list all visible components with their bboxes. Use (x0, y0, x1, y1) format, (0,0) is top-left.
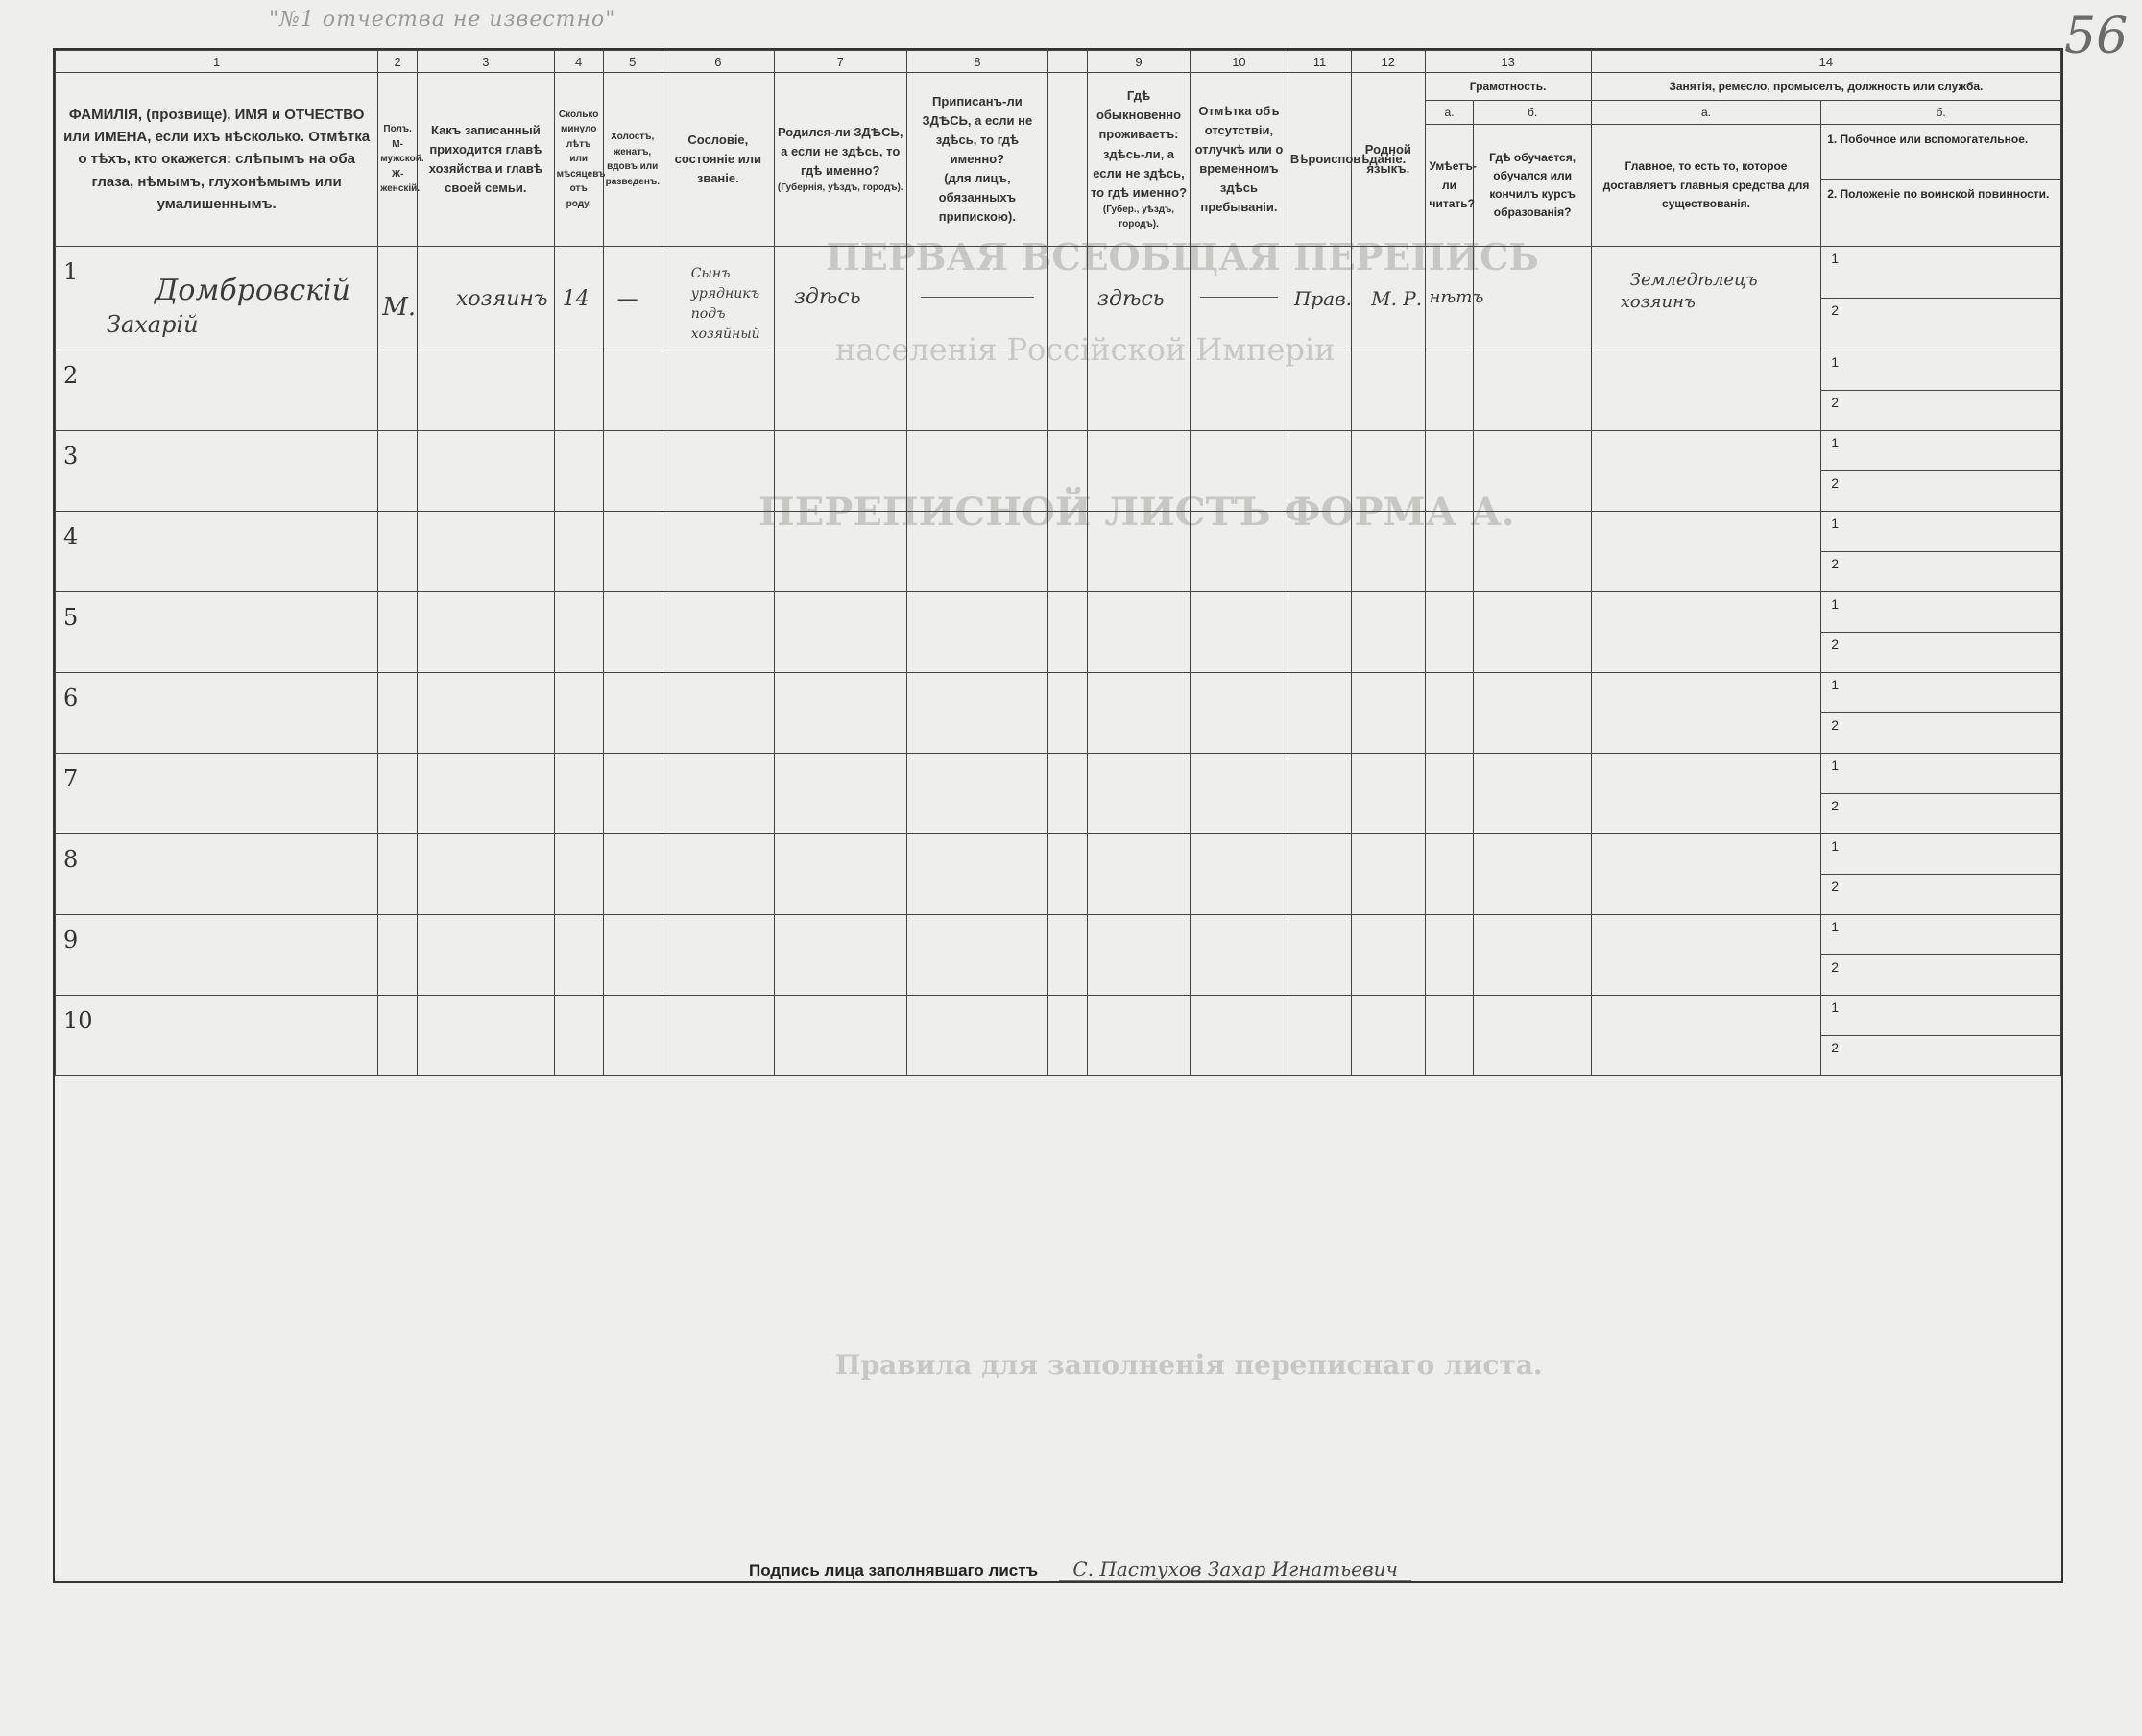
table-row (56, 512, 2061, 552)
handwritten-residence: здѣсь (1097, 287, 1165, 311)
secondary-occupation-cell[interactable]: 1 (1821, 512, 2061, 552)
entry-cell[interactable] (554, 996, 603, 1076)
header-literacy: Грамотность. (1425, 73, 1591, 101)
entry-cell-name[interactable] (56, 247, 378, 350)
handwritten-language: М. Р. (1371, 287, 1423, 310)
header-relation: Какъ записанный приходится главѣ хозяйства и главѣ своей семьи. (418, 73, 555, 247)
col-num-9: 9 (1088, 51, 1191, 73)
handwritten-surname: Домбровскій (155, 274, 350, 307)
entry-cell-birthplace[interactable] (774, 247, 906, 350)
header-birthplace-note: (Губернія, уѣздъ, городъ). (777, 182, 903, 194)
secondary-occupation-cell[interactable]: 1 (1821, 834, 2061, 875)
entry-cell[interactable] (1352, 834, 1425, 915)
header-registered (906, 73, 1048, 247)
entry-cell[interactable] (603, 431, 662, 512)
handwritten-sex: М. (382, 293, 417, 322)
entry-cell[interactable] (418, 915, 555, 996)
entry-cell[interactable] (1190, 754, 1288, 834)
table-row (56, 592, 2061, 633)
header-secondary-2: 2. Положеніе по воинской повинности. (1827, 187, 2050, 202)
entry-cell[interactable] (603, 350, 662, 431)
bleed-rules: Правила для заполненія переписнаго листа. (835, 1349, 1543, 1381)
entry-cell[interactable] (774, 834, 906, 915)
military-status-cell[interactable]: 2 (1821, 391, 2061, 431)
entry-cell-marital[interactable] (603, 247, 662, 350)
entry-cell[interactable] (774, 512, 906, 592)
table-row (56, 350, 2061, 391)
entry-cell[interactable] (1352, 350, 1425, 431)
row-number[interactable]: 9 (56, 915, 378, 996)
entry-cell[interactable] (774, 350, 906, 431)
entry-cell[interactable] (1088, 431, 1191, 512)
military-status-cell[interactable]: 2 (1821, 875, 2061, 915)
entry-cell[interactable] (418, 754, 555, 834)
col-num-10: 10 (1190, 51, 1288, 73)
entry-cell[interactable] (1190, 431, 1288, 512)
col-num-14: 14 (1591, 51, 2060, 73)
entry-cell[interactable] (1474, 431, 1591, 512)
entry-cell[interactable] (1190, 512, 1288, 592)
entry-cell[interactable] (662, 834, 774, 915)
census-sheet (53, 48, 2063, 1583)
table-row (56, 431, 2061, 471)
col-num-2: 2 (378, 51, 418, 73)
entry-cell[interactable] (1288, 915, 1351, 996)
entry-cell[interactable] (906, 673, 1048, 754)
entry-cell[interactable] (1352, 915, 1425, 996)
entry-cell[interactable] (906, 915, 1048, 996)
entry-cell[interactable] (774, 915, 906, 996)
entry-cell[interactable] (1474, 673, 1591, 754)
entry-cell[interactable] (1474, 996, 1591, 1076)
col-num-3: 3 (418, 51, 555, 73)
entry-cell[interactable] (1088, 592, 1191, 673)
handwritten-given-name: Захарій (107, 311, 199, 338)
entry-cell[interactable] (603, 673, 662, 754)
header-absence: Отмѣтка объ отсутствіи, отлучкѣ или о временномъ здѣсь пребываніи. (1190, 73, 1288, 247)
entry-cell[interactable] (662, 512, 774, 592)
handwritten-age: 14 (562, 287, 590, 311)
page-number: 56 (2064, 8, 2129, 65)
entry-cell[interactable] (1591, 350, 1820, 431)
entry-cell[interactable] (906, 512, 1048, 592)
column-number-row (56, 51, 2061, 73)
entry-cell[interactable] (906, 754, 1048, 834)
entry-cell[interactable] (662, 915, 774, 996)
entry-cell (1048, 834, 1088, 915)
entry-cell[interactable] (1190, 834, 1288, 915)
entry-cell[interactable] (1088, 996, 1191, 1076)
entry-cell[interactable] (378, 592, 418, 673)
col-num-6: 6 (662, 51, 774, 73)
entry-cell[interactable] (554, 512, 603, 592)
secondary-occupation-cell[interactable]: 1 (1821, 996, 2061, 1036)
entry-cell-blank (1048, 247, 1088, 350)
bleed-form: ПЕРЕПИСНОЙ ЛИСТЪ ФОРМА А. (758, 490, 1515, 535)
entry-cell[interactable] (1474, 915, 1591, 996)
entry-cell[interactable] (554, 673, 603, 754)
entry-cell[interactable] (1088, 512, 1191, 592)
entry-cell[interactable] (774, 996, 906, 1076)
entry-cell[interactable] (378, 512, 418, 592)
header-secondary-1: 1. Побочное или вспомогательное. (1821, 125, 2060, 180)
row-number[interactable]: 8 (56, 834, 378, 915)
military-status-cell[interactable]: 2 (1821, 955, 2061, 996)
entry-cell-literate[interactable] (1425, 247, 1484, 350)
entry-cell[interactable] (378, 996, 418, 1076)
entry-cell[interactable] (554, 915, 603, 996)
entry-cell[interactable] (906, 431, 1048, 512)
handwritten-marital: — (616, 287, 638, 311)
row-number[interactable]: 6 (56, 673, 378, 754)
entry-cell-occupation[interactable] (1591, 247, 1820, 350)
entry-cell[interactable] (1352, 431, 1425, 512)
entry-cell[interactable] (603, 996, 662, 1076)
header-residence (1088, 73, 1191, 247)
row-number[interactable]: 10 (56, 996, 378, 1076)
secondary-occupation-cell[interactable]: 1 (1821, 592, 2061, 633)
header-religion: Вѣроисповѣданіе. (1288, 73, 1351, 247)
entry-cell (1048, 915, 1088, 996)
entry-cell[interactable] (1352, 996, 1425, 1076)
entry-cell[interactable] (603, 512, 662, 592)
entry-cell (1048, 673, 1088, 754)
entry-cell[interactable] (1190, 350, 1288, 431)
entry-cell[interactable] (906, 592, 1048, 673)
table-row (56, 754, 2061, 794)
entry-cell[interactable] (418, 350, 555, 431)
bleed-title: ПЕРВАЯ ВСЕОБЩАЯ ПЕРЕПИСЬ (826, 235, 1539, 278)
top-pencil-note: "№1 отчества не известно" (269, 8, 616, 32)
header-registered-label: Приписанъ-ли ЗДѢСЬ, а если не здѣсь, то гдѣ именно? (922, 93, 1033, 166)
entry-cell[interactable] (1190, 915, 1288, 996)
entry-cell[interactable] (1474, 512, 1591, 592)
entry-cell[interactable] (418, 431, 555, 512)
handwritten-religion: Прав. (1293, 287, 1353, 310)
entry-cell[interactable] (603, 834, 662, 915)
entry-cell[interactable] (1352, 673, 1425, 754)
entry-cell (1048, 431, 1088, 512)
entry-cell[interactable] (1288, 592, 1351, 673)
handwritten-estate: Сынъ урядникъ подъ хозяйный (690, 266, 760, 342)
entry-cell[interactable] (662, 996, 774, 1076)
entry-cell[interactable] (1352, 512, 1425, 592)
entry-cell[interactable] (1288, 350, 1351, 431)
entry-cell[interactable] (1288, 673, 1351, 754)
col-num-blank (1048, 51, 1088, 73)
header-estate: Сословіе, состояніе или званіе. (662, 73, 774, 247)
entry-cell[interactable] (1474, 754, 1591, 834)
entry-cell[interactable] (603, 592, 662, 673)
entry-cell[interactable] (1288, 834, 1351, 915)
entry-cell[interactable] (1591, 754, 1820, 834)
entry-cell[interactable] (662, 673, 774, 754)
entry-cell[interactable] (1474, 350, 1591, 431)
secondary-occupation-cell[interactable]: 1 (1821, 915, 2061, 955)
entry-cell-absence[interactable] (1190, 247, 1288, 350)
absence-dash (1200, 297, 1278, 298)
header-sex: Полъ. М-мужской. Ж-женскій. (378, 73, 418, 247)
header-language: Родной языкъ. (1352, 73, 1425, 247)
entry-cell-residence[interactable] (1088, 247, 1191, 350)
header-age: Сколько минуло лѣтъ или мѣсяцевъ отъ роду. (554, 73, 603, 247)
entry-cell[interactable] (418, 592, 555, 673)
entry-cell[interactable] (603, 915, 662, 996)
row-number[interactable]: 2 (56, 350, 378, 431)
entry-cell[interactable] (1288, 996, 1351, 1076)
col-num-11: 11 (1288, 51, 1351, 73)
entry-cell[interactable] (554, 592, 603, 673)
entry-cell[interactable] (418, 834, 555, 915)
bleed-subtitle: населенія Россійской Имперіи (835, 331, 1336, 368)
table-row (56, 996, 2061, 1036)
entry-cell[interactable] (1288, 754, 1351, 834)
entry-cell[interactable] (418, 673, 555, 754)
entry-cell[interactable] (378, 754, 418, 834)
header-birthplace (774, 73, 906, 247)
entry-cell[interactable] (1352, 754, 1425, 834)
signature-line (749, 1557, 1709, 1596)
table-row (56, 673, 2061, 713)
entry-cell[interactable] (1088, 915, 1191, 996)
header-birthplace-label: Родился-ли ЗДѢСЬ, а если не здѣсь, то гдѣ именно? (777, 125, 903, 179)
entry-cell[interactable] (1591, 431, 1820, 512)
entry-cell-religion[interactable] (1288, 247, 1351, 350)
entry-cell-relation[interactable] (418, 247, 555, 350)
entry-cell-education[interactable] (1474, 247, 1591, 350)
entry-cell[interactable] (1591, 915, 1820, 996)
entry-cell[interactable] (1425, 834, 1474, 915)
entry-cell-estate[interactable] (662, 247, 774, 350)
entry-cell[interactable] (554, 834, 603, 915)
military-status-cell[interactable]: 2 (1821, 471, 2061, 512)
col-num-12: 12 (1352, 51, 1425, 73)
entry-cell[interactable] (554, 350, 603, 431)
secondary-occupation-cell[interactable]: 1 (1821, 350, 2061, 391)
table-row (56, 834, 2061, 875)
entry-cell[interactable] (1425, 996, 1474, 1076)
secondary-occupation-cell[interactable]: 1 (1821, 431, 2061, 471)
entry-cell (1048, 592, 1088, 673)
entry-cell[interactable] (1425, 915, 1474, 996)
entry-cell[interactable] (662, 592, 774, 673)
header-residence-label: Гдѣ обыкновенно проживаетъ: здѣсь-ли, а если не здѣсь, то гдѣ именно? (1090, 88, 1188, 200)
entry-cell[interactable] (774, 431, 906, 512)
header-main-occupation: Главное, то есть то, которое доставляетъ главныя средства для существованія. (1591, 125, 1820, 247)
entry-cell[interactable] (1288, 431, 1351, 512)
entry-cell[interactable] (1088, 350, 1191, 431)
military-status-cell[interactable]: 2 (1821, 713, 2061, 754)
entry-cell[interactable] (378, 673, 418, 754)
military-status-cell[interactable]: 2 (1821, 794, 2061, 834)
handwritten-occupation: Земледѣлецъ (1629, 270, 1758, 290)
entry-cell (1048, 754, 1088, 834)
entry-cell[interactable] (774, 592, 906, 673)
header-marital: Холостъ, женатъ, вдовъ или разведенъ. (603, 73, 662, 247)
entry-cell (1048, 350, 1088, 431)
entry-cell (1048, 996, 1088, 1076)
header-education: Гдѣ обучается, обучался или кончилъ курсъ образованія? (1474, 125, 1591, 247)
entry-cell[interactable] (1088, 754, 1191, 834)
header-occupation-b: б. (1821, 101, 2061, 125)
row-number[interactable]: 3 (56, 431, 378, 512)
header-literacy-a: а. (1425, 101, 1474, 125)
entry-cell-age[interactable] (554, 247, 603, 350)
entry-cell[interactable] (554, 431, 603, 512)
entry-cell[interactable] (1591, 512, 1820, 592)
entry-cell[interactable] (1474, 834, 1591, 915)
secondary-occupation-cell[interactable]: 1 (1821, 247, 2061, 299)
header-occupation-a: а. (1591, 101, 1820, 125)
entry-cell[interactable] (1591, 592, 1820, 673)
entry-cell[interactable] (378, 834, 418, 915)
secondary-occupation-cell[interactable]: 1 (1821, 754, 2061, 794)
entry-cell[interactable] (418, 996, 555, 1076)
header-literacy-b: б. (1474, 101, 1591, 125)
entry-cell[interactable] (418, 512, 555, 592)
col-num-8: 8 (906, 51, 1048, 73)
entry-cell-registered[interactable] (906, 247, 1048, 350)
entry-cell[interactable] (1425, 431, 1474, 512)
col-num-5: 5 (603, 51, 662, 73)
handwritten-literate: нѣтъ (1429, 287, 1484, 307)
col-num-1: 1 (56, 51, 378, 73)
entry-cell[interactable] (1591, 673, 1820, 754)
entry-cell[interactable] (662, 431, 774, 512)
entry-cell-language[interactable] (1352, 247, 1425, 350)
header-occupation: Занятія, ремесло, промыселъ, должность или служба. (1591, 73, 2060, 101)
military-status-cell[interactable]: 2 (1821, 299, 2061, 350)
header-blank (1048, 73, 1088, 247)
header-name: ФАМИЛІЯ, (прозвище), ИМЯ и ОТЧЕСТВО или ИМЕНА, если ихъ нѣсколько. Отмѣтка о тѣхъ, кто окажется: слѣпымъ на оба глаза, нѣмымъ, глухонѣмымъ или умалишеннымъ. (56, 73, 378, 247)
census-table (55, 50, 2061, 1076)
military-status-cell[interactable]: 2 (1821, 1036, 2061, 1076)
entry-cell (1048, 512, 1088, 592)
row-number[interactable]: 7 (56, 754, 378, 834)
header-residence-note: (Губер., уѣздъ, городъ). (1102, 204, 1175, 230)
table-row (56, 915, 2061, 955)
entry-cell[interactable] (1425, 350, 1474, 431)
secondary-occupation-cell[interactable]: 1 (1821, 673, 2061, 713)
entry-cell[interactable] (1190, 673, 1288, 754)
row-number[interactable]: 4 (56, 512, 378, 592)
entry-cell[interactable] (1425, 512, 1474, 592)
military-status-cell[interactable]: 2 (1821, 552, 2061, 592)
entry-cell[interactable] (1190, 996, 1288, 1076)
handwritten-occupation-2: хозяинъ (1620, 292, 1696, 312)
entry-cell[interactable] (1190, 592, 1288, 673)
col-num-13: 13 (1425, 51, 1591, 73)
handwritten-relation: хозяинъ (456, 287, 548, 311)
row-number: 1 (63, 258, 79, 285)
entry-cell[interactable] (378, 915, 418, 996)
entry-cell[interactable] (906, 350, 1048, 431)
entry-cell[interactable] (1288, 512, 1351, 592)
header-row-1 (56, 73, 2061, 101)
signature-label: Подпись лица заполнявшаго листъ (749, 1561, 1038, 1579)
entry-cell[interactable] (774, 754, 906, 834)
entry-cell[interactable] (378, 350, 418, 431)
col-num-7: 7 (774, 51, 906, 73)
military-status-cell[interactable]: 2 (1821, 633, 2061, 673)
row-number[interactable]: 5 (56, 592, 378, 673)
entry-cell[interactable] (662, 754, 774, 834)
header-secondary (1821, 125, 2061, 247)
handwritten-birthplace: здѣсь (793, 285, 861, 309)
entry-cell[interactable] (1352, 592, 1425, 673)
entry-cell[interactable] (1591, 996, 1820, 1076)
entry-cell[interactable] (774, 673, 906, 754)
entry-cell[interactable] (1474, 592, 1591, 673)
header-registered-note: (для лицъ, обязанныхъ припискою). (938, 171, 1017, 225)
header-can-read: Умѣетъ-ли читать? (1425, 125, 1474, 247)
entry-cell[interactable] (662, 350, 774, 431)
entry-cell[interactable] (1088, 834, 1191, 915)
entry-cell[interactable] (378, 431, 418, 512)
table-row (56, 247, 2061, 299)
entry-cell[interactable] (906, 834, 1048, 915)
signature-value[interactable]: С. Пастухов Захар Игнатьевич (1059, 1557, 1411, 1581)
entry-cell[interactable] (1425, 592, 1474, 673)
entry-cell[interactable] (1591, 834, 1820, 915)
entry-cell[interactable] (603, 754, 662, 834)
entry-cell[interactable] (1088, 673, 1191, 754)
entry-cell[interactable] (554, 754, 603, 834)
registered-dash (921, 297, 1035, 298)
entry-cell-sex[interactable] (378, 247, 418, 350)
col-num-4: 4 (554, 51, 603, 73)
entry-cell[interactable] (1425, 673, 1474, 754)
entry-cell[interactable] (906, 996, 1048, 1076)
entry-cell[interactable] (1425, 754, 1474, 834)
